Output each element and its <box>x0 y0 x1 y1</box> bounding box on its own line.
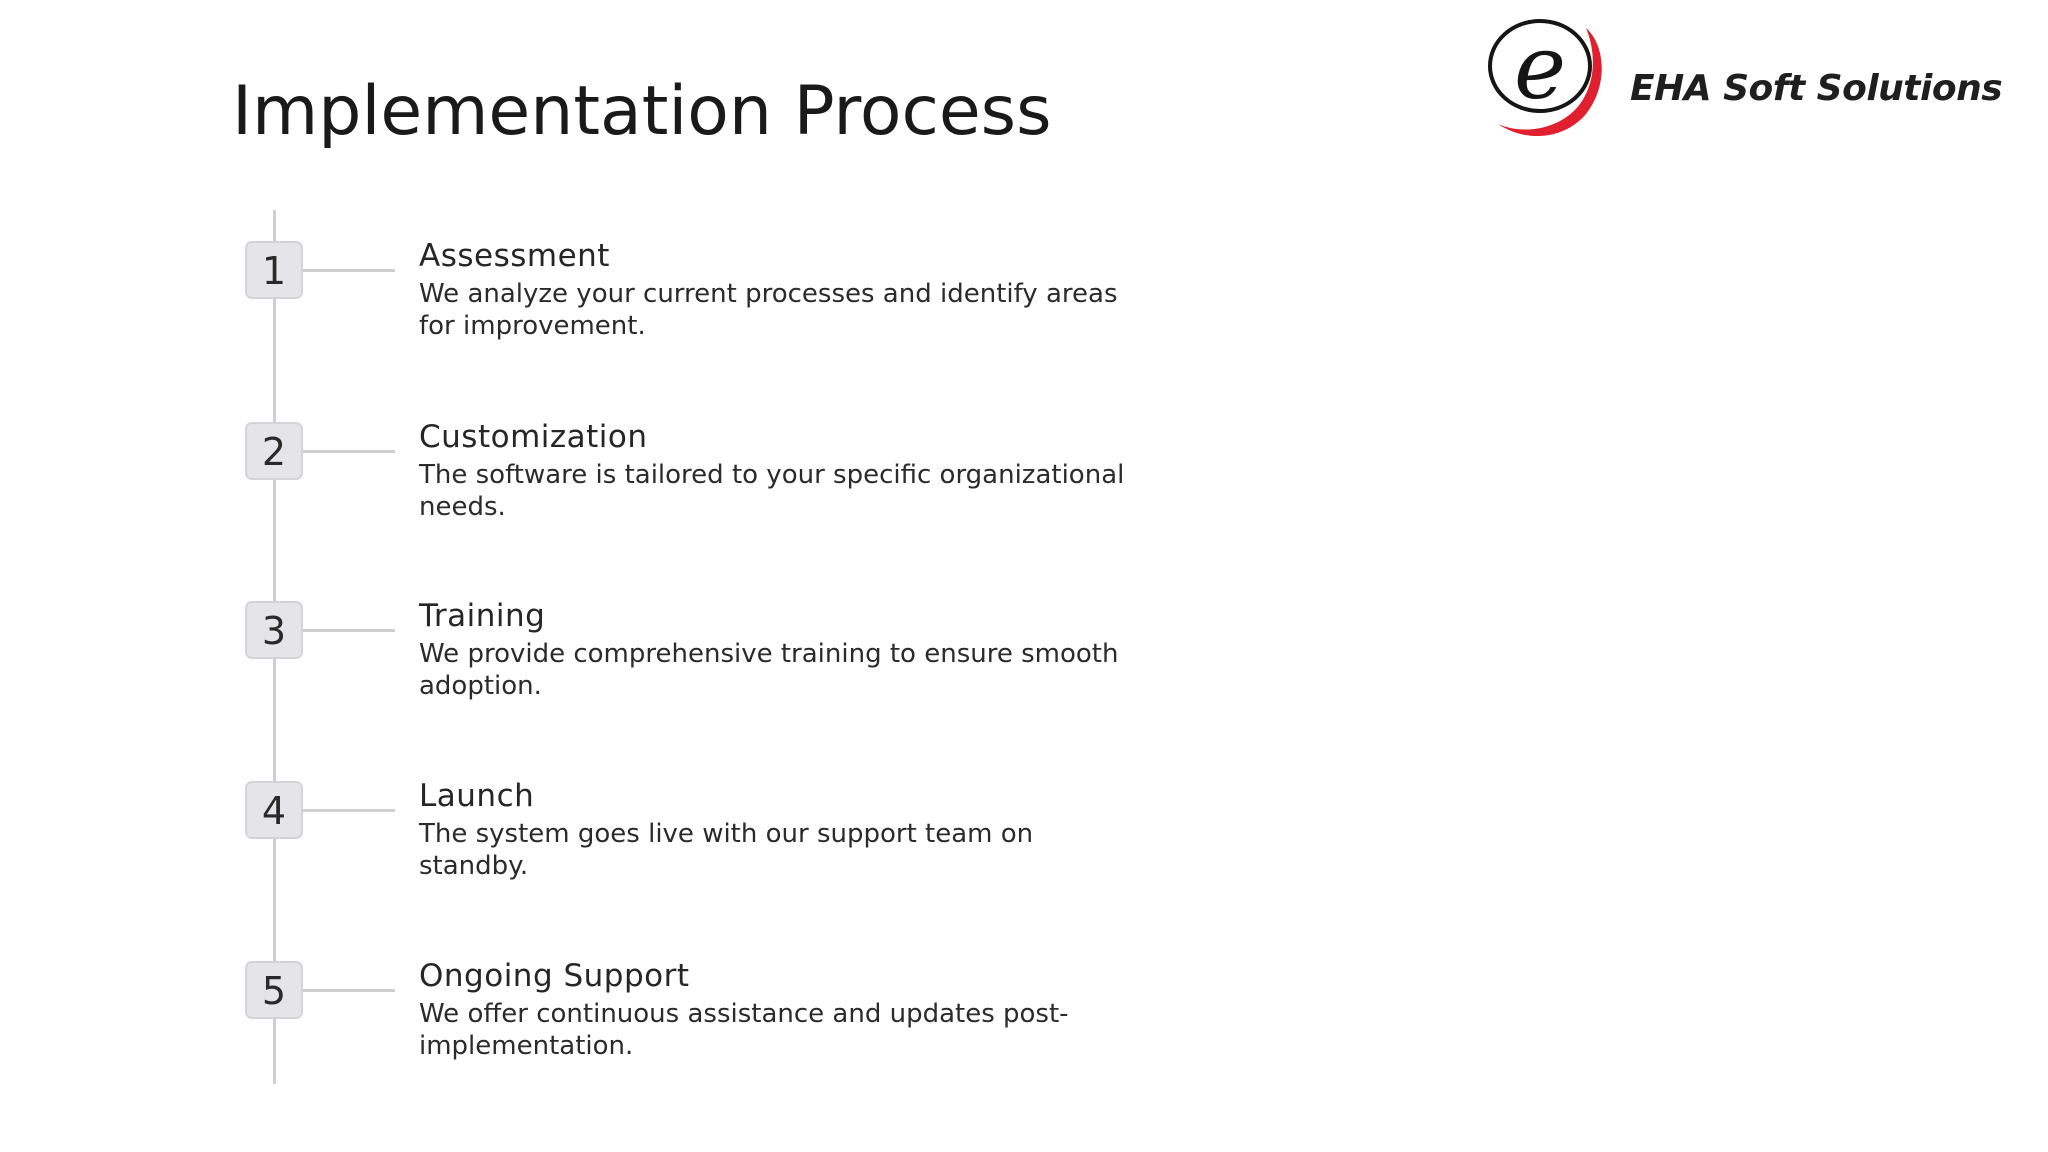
step-connector <box>303 809 395 812</box>
page-title: Implementation Process <box>232 72 1052 151</box>
step-customization <box>0 419 1200 562</box>
step-number-badge: 3 <box>245 601 303 659</box>
step-description: We analyze your current processes and identify areas for improvement. <box>419 279 1118 341</box>
step-launch <box>0 778 1200 921</box>
step-assessment <box>0 238 1200 381</box>
step-heading: Customization <box>419 419 648 455</box>
step-number-badge: 4 <box>245 781 303 839</box>
step-description: We provide comprehensive training to ensure smooth adoption. <box>419 639 1119 701</box>
step-description: We offer continuous assistance and updates post-implementation. <box>419 999 1069 1061</box>
step-training <box>0 598 1200 741</box>
step-connector <box>303 629 395 632</box>
step-heading: Ongoing Support <box>419 958 690 994</box>
step-number-badge: 5 <box>245 961 303 1019</box>
step-description: The software is tailored to your specific organizational needs. <box>419 460 1125 522</box>
logo-letter: e <box>1513 16 1567 119</box>
step-connector <box>303 989 395 992</box>
step-heading: Launch <box>419 778 535 814</box>
logo-mark-icon <box>1478 16 1618 146</box>
step-number-badge: 2 <box>245 422 303 480</box>
step-heading: Training <box>419 598 546 634</box>
step-connector <box>303 269 395 272</box>
step-heading: Assessment <box>419 238 610 274</box>
step-connector <box>303 450 395 453</box>
step-ongoing-support <box>0 958 1200 1101</box>
step-description: The system goes live with our support team on standby. <box>419 819 1034 881</box>
company-name: EHA Soft Solutions <box>1630 68 2003 109</box>
step-number-badge: 1 <box>245 241 303 299</box>
company-logo <box>1478 16 2018 146</box>
